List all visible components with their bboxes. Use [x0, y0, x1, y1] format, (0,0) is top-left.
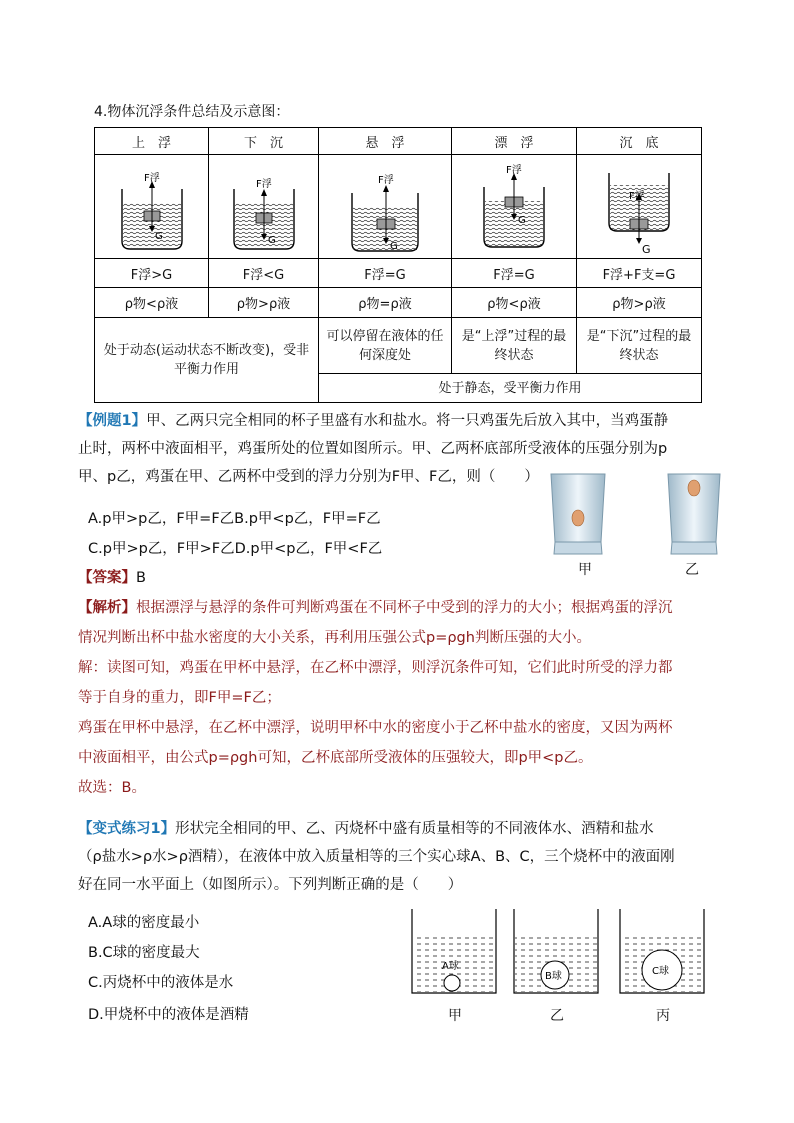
sink-float-table: [94, 127, 702, 403]
diagram-sink: [209, 155, 319, 259]
header-sink: 下 沉: [209, 128, 319, 155]
example1-line2: 止时，两杯中液面相平，鸡蛋所处的位置如图所示。甲、乙两杯底部所受液体的压强分别为p: [78, 441, 668, 457]
analysis-line1: 根据漂浮与悬浮的条件可判断鸡蛋在不同杯子中受到的浮力的大小；根据鸡蛋的浮沉: [136, 600, 673, 616]
solution-line2: 等于自身的重力，即F甲=F乙；: [78, 690, 281, 706]
density-float: ρ物<ρ液: [452, 288, 577, 318]
variant1-option-d: D.甲烧杯中的液体是酒精: [88, 1007, 249, 1023]
note-sink: 是“下沉”过程的最终状态: [577, 318, 702, 374]
force-sink: F浮<G: [209, 259, 319, 288]
buoy-force-label: F浮: [506, 164, 522, 176]
diagram-rise: [95, 155, 209, 259]
diagram-float: [452, 155, 577, 259]
header-rise: 上 浮: [95, 128, 209, 155]
ball-a-label: A球: [442, 961, 459, 972]
beaker-label-yi: 乙: [550, 1008, 564, 1024]
cup-photo-jia: [545, 470, 611, 560]
header-suspend: 悬 浮: [319, 128, 452, 155]
beaker-label-bing: 丙: [656, 1008, 670, 1024]
diagram-bottom: [577, 155, 702, 259]
cup-label-yi: 乙: [685, 562, 699, 578]
note-float: 是“上浮”过程的最终状态: [452, 318, 577, 374]
buoy-force-label: F浮: [143, 172, 160, 184]
example1-analysis: [78, 597, 728, 799]
buoy-force-label: F浮: [629, 190, 645, 202]
analysis-tag: 【解析】: [78, 600, 136, 616]
analysis-line2: 情况判断出杯中盐水密度的大小关系，再利用压强公式p=ρgh判断压强的大小。: [78, 630, 591, 646]
note-suspend: 可以停留在液体的任何深度处: [319, 318, 452, 374]
ball-b-label: B球: [545, 971, 562, 982]
note-dynamic: 处于动态(运动状态不断改变)，受非平衡力作用: [95, 318, 319, 403]
example1-tag: 【例题1】: [78, 413, 147, 429]
solution-line1: 解：读图可知，鸡蛋在甲杯中悬浮，在乙杯中漂浮，则浮沉条件可知，它们此时所受的浮力都: [78, 660, 673, 676]
gravity-label: G: [390, 240, 398, 252]
force-suspend: F浮=G: [319, 259, 452, 288]
variant1-option-a: A.A球的密度最小: [88, 915, 200, 931]
header-bottom: 沉 底: [577, 128, 702, 155]
variant1-option-c: C.丙烧杯中的液体是水: [88, 975, 234, 991]
variant1-stem: [78, 818, 728, 896]
example1-stem: [78, 410, 728, 488]
cup-label-jia: 甲: [578, 562, 592, 578]
gravity-label: G: [642, 242, 651, 255]
density-bottom: ρ物>ρ液: [577, 288, 702, 318]
solution-line3: 鸡蛋在甲杯中悬浮，在乙杯中漂浮，说明甲杯中水的密度小于乙杯中盐水的密度，又因为两杯: [78, 720, 673, 736]
ball-c-label: C球: [652, 966, 669, 977]
buoy-force-label: F浮: [255, 178, 272, 190]
cup-photo-yi: [663, 470, 725, 560]
force-bottom: F浮+F支=G: [577, 259, 702, 288]
force-float: F浮=G: [452, 259, 577, 288]
beaker-label-jia: 甲: [448, 1008, 462, 1024]
density-suspend: ρ物=ρ液: [319, 288, 452, 318]
gravity-label: G: [518, 214, 526, 226]
variant1-line2: （ρ盐水>ρ水>ρ酒精），在液体中放入质量相等的三个实心球A、B、C，三个烧杯中的液面刚: [78, 849, 675, 865]
example1-options-cd: C.p甲>p乙，F甲>F乙D.p甲<p乙，F甲<F乙: [88, 541, 383, 557]
header-float: 漂 浮: [452, 128, 577, 155]
buoy-force-label: F浮: [378, 174, 394, 186]
section-heading: 4.物体沉浮条件总结及示意图：: [94, 104, 290, 120]
density-rise: ρ物<ρ液: [95, 288, 209, 318]
variant1-option-b: B.C球的密度最大: [88, 945, 200, 961]
example1-options-ab: A.p甲>p乙，F甲=F乙B.p甲<p乙，F甲=F乙: [88, 511, 381, 527]
variant1-line3: 好在同一水平面上（如图所示）。下列判断正确的是（ ）: [78, 877, 463, 893]
choose-line: 故选：B。: [78, 780, 146, 796]
force-rise: F浮>G: [95, 259, 209, 288]
diagram-suspend: [319, 155, 452, 259]
variant1-line1: 形状完全相同的甲、乙、丙烧杯中盛有质量相等的不同液体水、酒精和盐水: [175, 821, 654, 837]
gravity-label: G: [267, 234, 276, 246]
example1-line1: 甲、乙两只完全相同的杯子里盛有水和盐水。将一只鸡蛋先后放入其中，当鸡蛋静: [146, 413, 669, 429]
variant1-tag: 【变式练习1】: [78, 821, 176, 837]
example1-line3: 甲、p乙，鸡蛋在甲、乙两杯中受到的浮力分别为F甲、F乙，则（ ）: [78, 469, 539, 485]
answer-tag: 【答案】: [78, 570, 136, 586]
density-sink: ρ物>ρ液: [209, 288, 319, 318]
gravity-label: G: [154, 230, 163, 242]
note-static: 处于静态，受平衡力作用: [319, 374, 702, 403]
answer-value: B: [136, 570, 146, 586]
example1-answer: [78, 567, 146, 589]
three-beakers-diagram: [408, 905, 708, 997]
solution-line4: 中液面相平，由公式p=ρgh可知，乙杯底部所受液体的压强较大，即p甲<p乙。: [78, 750, 593, 766]
